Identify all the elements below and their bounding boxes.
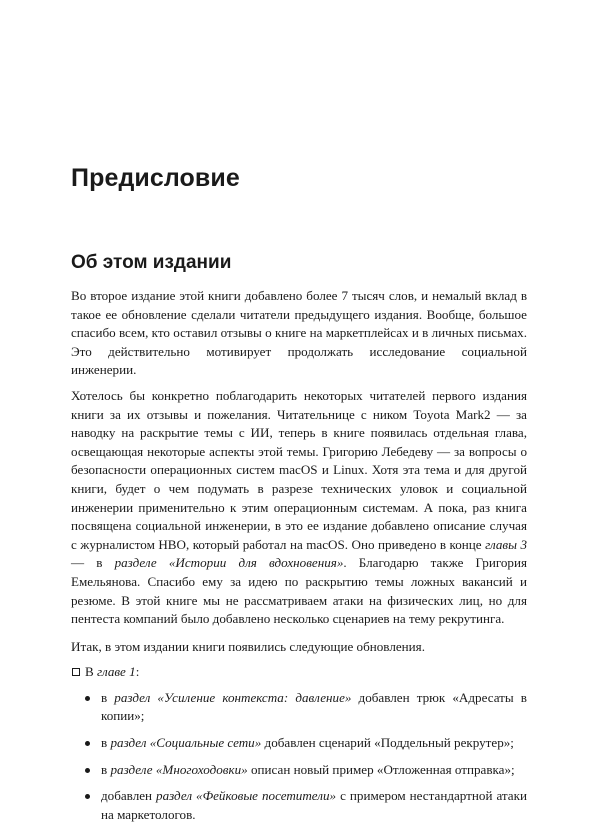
paragraph-2-text-a: Хотелось бы конкретно поблагодарить некоторых читателей первого издания книги за их отзывы и пожелания. Читательнице с ником Toyota Mark2 — за наводку на раскрытие темы с ИИ, теперь в книге появилась отдельная глава, освещающая некоторые аспекты этой темы. Григорию Лебедеву — за вопросы о безопасности операционных систем macOS и Linux. Хотя эта тема и для другой книги, будет о чем подумать в разрезе технических уловок и социальной инженерии применительно к этим операционным системам. А пока, раз книга посвящена социальной инженерии, в это ее издание добавлено описание случая с журналистом НВО, который работал на macOS. Оно приведено в конце (71, 387, 527, 552)
list-item-post: добавлен сценарий «Поддельный рекрутер»; (261, 735, 514, 751)
list-item-pre: в (101, 689, 115, 705)
list-item-pre: добавлен (101, 788, 157, 804)
section-reference: разделе «Истории для вдохновения» (114, 555, 344, 571)
list-item-ref: разделе «Многоходовки» (110, 761, 248, 777)
bullet-icon (85, 768, 90, 773)
chapter-item-suffix: : (135, 664, 140, 680)
chapter-reference: главы 3 (485, 536, 527, 552)
list-item-ref: раздел «Усиление контекста: давление» (114, 689, 352, 705)
paragraph-3: Итак, в этом издании книги появились следующие обновления. (71, 638, 425, 654)
section-title: Об этом издании (71, 252, 232, 273)
list-item-ref: раздел «Фейковые посетители» (156, 788, 337, 804)
updates-list (71, 689, 527, 825)
list-item-post: описан новый пример «Отложенная отправка»; (247, 761, 515, 777)
body-text (71, 287, 527, 832)
paragraph-1: Во второе издание этой книги добавлено более 7 тысяч слов, и немалый вклад в такое ее обновление сделали читатели предыдущего издания. Вообще, большое спасибо всем, кто оставил отзывы о книге на маркетплейсах и в личных письмах. Это действительно мотивирует продолжать исследование социальной инженерии. (71, 288, 527, 378)
bullet-icon (85, 741, 90, 746)
list-item-pre: в (101, 761, 111, 777)
paragraph-2-text-e: . Благодарю также Григория Емельянова. Спасибо ему за идею по раскрытию темы ложных вакансий и резюме. В этой книге мы не рассматриваем атаки на физических лиц, но для пентеста компаний было добавлено несколько сценариев на тему рекрутинга. (71, 555, 528, 627)
paragraph-2 (71, 387, 527, 629)
bullet-icon (85, 696, 90, 701)
chapter-list-item (71, 663, 527, 682)
chapter-item-prefix: В (85, 664, 98, 680)
chapter-heading: Предисловие (71, 164, 240, 192)
list-item-pre: в (101, 735, 111, 751)
list-item (101, 787, 527, 824)
list-item-post: добавлен трюк «Адресаты в копии»; (101, 689, 527, 724)
chapter-item-chapter: главе 1 (97, 664, 136, 680)
bullet-icon (85, 794, 90, 799)
list-item-post: с примером нестандартной атаки на маркетологов. (101, 788, 527, 822)
list-item (101, 761, 527, 780)
checkbox-marker-icon (72, 668, 80, 676)
list-item (101, 689, 527, 726)
list-item-ref: раздел «Социальные сети» (110, 735, 262, 751)
paragraph-2-text-c: — в (71, 555, 115, 571)
